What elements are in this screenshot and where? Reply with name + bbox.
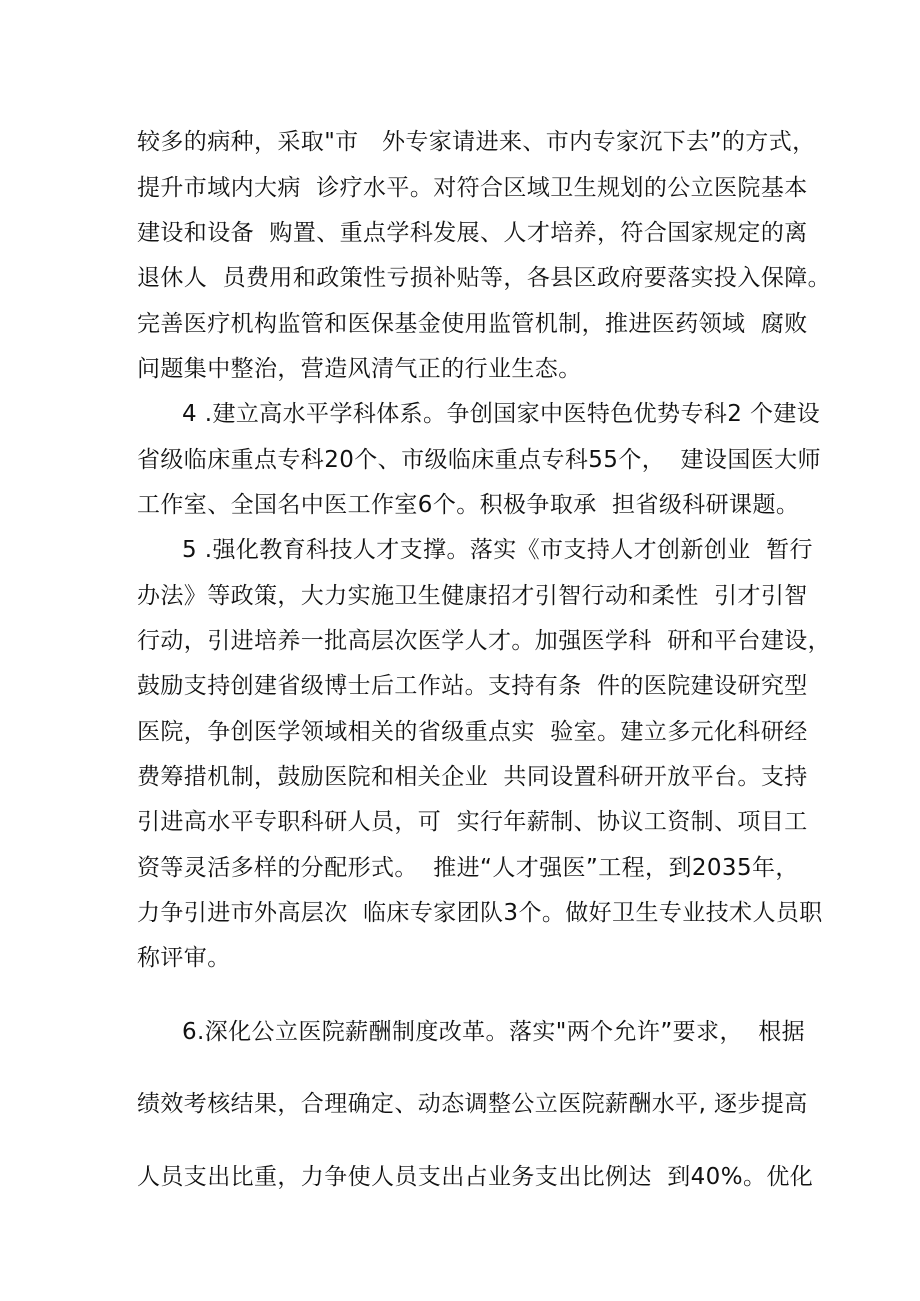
paragraph-3-line-5: 医院，争创医学领域相关的省级重点实 验室。建立多元化科研经 (137, 719, 808, 745)
paragraph-1-line-2: 提升市域内大病 诊疗水平。对符合区域卫生规划的公立医院基本 (137, 175, 808, 201)
paragraph-3-line-9: 力争引进市外高层次 临床专家团队3个。做好卫生专业技术人员职 (137, 900, 823, 926)
paragraph-3-line-7: 引进高水平专职科研人员，可 实行年薪制、协议工资制、项目工 (137, 809, 808, 835)
paragraph-3-line-6: 费筹措机制，鼓励医院和相关企业 共同设置科研开放平台。支持 (137, 764, 808, 790)
paragraph-3-line-2: 办法》等政策，大力实施卫生健康招才引智行动和柔性 引才引智 (137, 583, 808, 609)
paragraph-1-line-1: 较多的病种，采取"市 外专家请进来、市内专家沉下去”的方式， (137, 129, 816, 155)
paragraph-3-line-10: 称评审。 (137, 945, 231, 971)
paragraph-2-line-3: 工作室、全国名中医工作室6个。积极争取承 担省级科研课题。 (137, 492, 800, 518)
paragraph-3-line-1: 5 .强化教育科技人才支撑。落实《市支持人才创新创业 暂行 (182, 537, 813, 563)
paragraph-1-line-3: 建设和设备 购置、重点学科发展、人才培养，符合国家规定的离 (137, 220, 808, 246)
paragraph-4-line-1: 6.深化公立医院薪酬制度改革。落实"两个允许”要求， 根据 (182, 1019, 806, 1045)
paragraph-1-line-6: 问题集中整治，营造风清气正的行业生态。 (137, 356, 582, 382)
paragraph-3-line-4: 鼓励支持创建省级博士后工作站。支持有条 件的医院建设研究型 (137, 673, 808, 699)
paragraph-1-line-4: 退休人 员费用和政策性亏损补贴等，各县区政府要落实投入保障。 (137, 265, 832, 291)
paragraph-3-line-3: 行动，引进培养一批高层次医学人才。加强医学科 研和平台建设， (137, 628, 832, 654)
paragraph-4-line-2: 绩效考核结果，合理确定、动态调整公立医院薪酬水平, 逐步提高 (137, 1091, 808, 1117)
paragraph-2-line-1: 4 .建立高水平学科体系。争创国家中医特色优势专科2 个建设 (182, 401, 821, 427)
paragraph-2-line-2: 省级临床重点专科20个、市级临床重点专科55个， 建设国医大师 (137, 447, 821, 473)
paragraph-4-line-3: 人员支出比重，力争使人员支出占业务支出比例达 到40%。优化 (137, 1164, 814, 1190)
paragraph-1-line-5: 完善医疗机构监管和医保基金使用监管机制，推进医药领域 腐败 (137, 311, 808, 337)
paragraph-3-line-8: 资等灵活多样的分配形式。 推进“人才强医”工程，到2035年， (137, 855, 799, 881)
